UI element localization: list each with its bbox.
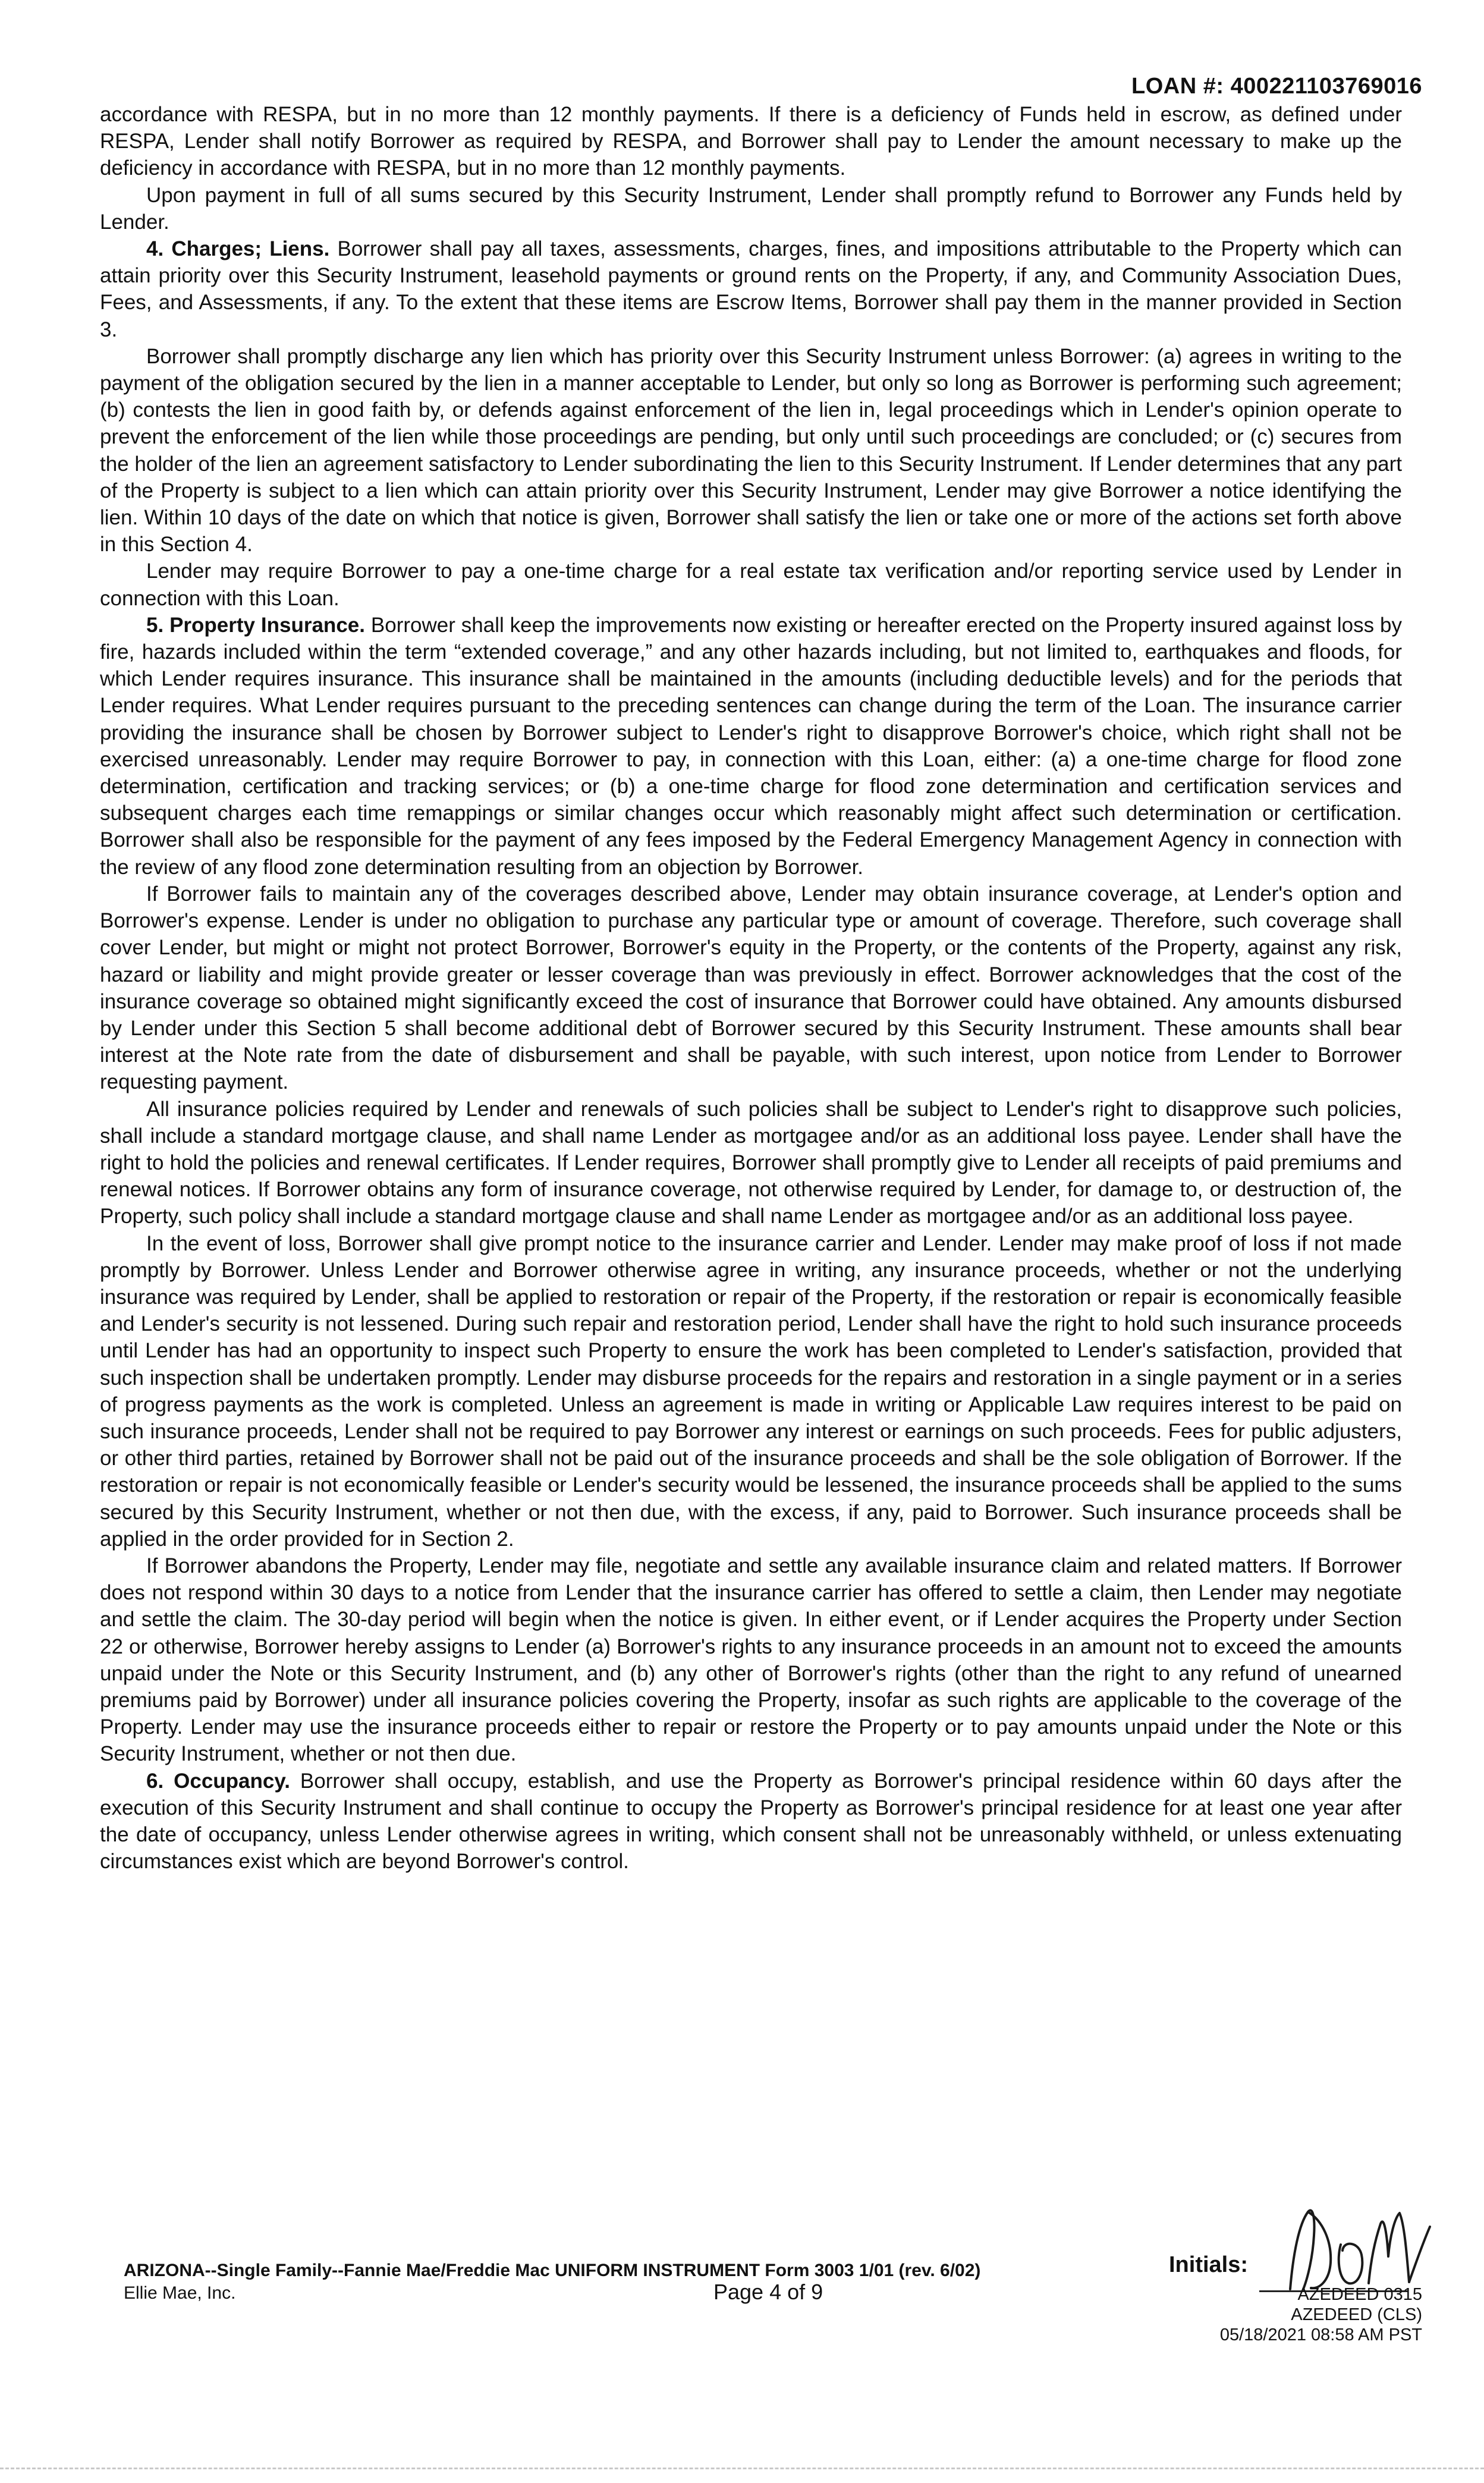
- paragraph-text: If Borrower abandons the Property, Lender may file, negotiate and settle any available insurance claim and related matters. If Borrower does not respond within 30 days to a notice from Lender that the insurance carrier has offered to settle a claim, then Lender may negotiate and settle the claim. The 30-day period will begin when the notice is given. In either event, or if Lender acquires the Property under Section 22 or otherwise, Borrower hereby assigns to Lender (a) Borrower's rights to any insurance proceeds in an amount not to exceed the amounts unpaid under the Note or this Security Instrument, and (b) any other of Borrower's rights (other than the right to any refund of unearned premiums paid by Borrower) under all insurance policies covering the Property, insofar as such rights are applicable to the coverage of the Property. Lender may use the insurance proceeds either to repair or restore the Property or to pay amounts unpaid under the Note or this Security Instrument, whether or not then due.: [100, 1554, 1402, 1766]
- paragraph-tax-verification: [100, 558, 1402, 611]
- paragraph-text: Borrower shall promptly discharge any lien which has priority over this Security Instrument unless Borrower: (a) agrees in writing to the payment of the obligation secured by the lien in a manner acceptable to Lender, but only so long as Borrower is performing such agreement; (b) contests the lien in good faith by, or defends against enforcement of the lien in, legal proceedings which in Lender's opinion operate to prevent the enforcement of the lien while those proceedings are pending, but only until such proceedings are concluded; or (c) secures from the holder of the lien an agreement satisfactory to Lender subordinating the lien to this Security Instrument. If Lender determines that any part of the Property is subject to a lien which can attain priority over this Security Instrument, Lender may give Borrower a notice identifying the lien. Within 10 days of the date on which that notice is given, Borrower shall satisfy the lien or take one or more of the actions set forth above in this Section 4.: [100, 344, 1402, 557]
- paragraph-abandons-property: [100, 1552, 1402, 1768]
- doc-code: AZEDEED 0315: [1297, 2285, 1422, 2304]
- document-body: [100, 101, 1402, 1875]
- paragraph-escrow-deficiency: [100, 101, 1402, 182]
- paragraph-text: In the event of loss, Borrower shall give prompt notice to the insurance carrier and Lender. Lender may make proof of loss if not made promptly by Borrower. Unless Lender and Borrower otherwise agree in writing, any insurance proceeds, whether or not the underlying insurance was required by Lender, shall be applied to restoration or repair of the Property, if the restoration or repair is economically feasible and Lender's security is not lessened. During such repair and restoration period, Lender shall have the right to hold such insurance proceeds until Lender has had an opportunity to inspect such Property to ensure the work has been completed to Lender's satisfaction, provided that such inspection shall be undertaken promptly. Lender may disburse proceeds for the repairs and restoration in a single payment or in a series of progress payments as the work is completed. Unless an agreement is made in writing or Applicable Law requires interest to be paid on such insurance proceeds, Lender shall not be required to pay Borrower any interest or earnings on such proceeds. Fees for public adjusters, or other third parties, retained by Borrower shall not be paid out of the insurance proceeds and shall be the sole obligation of Borrower. If the restoration or repair is not economically feasible or Lender's security would be lessened, the insurance proceeds shall be applied to the sums secured by this Security Instrument, whether or not then due, with the excess, if any, paid to Borrower. Such insurance proceeds shall be applied in the order provided for in Section 2.: [100, 1231, 1402, 1551]
- paragraph-text: Borrower shall pay all taxes, assessments, charges, fines, and impositions attributable to the Property which can attain priority over this Security Instrument, leasehold payments or ground rents on the Property, if any, and Community Association Dues, Fees, and Assessments, if any. To the extent that these items are Escrow Items, Borrower shall pay them in the manner provided in Section 3.: [100, 237, 1402, 341]
- paragraph-failure-to-maintain: [100, 881, 1402, 1096]
- scan-edge-divider: [0, 2468, 1484, 2469]
- paragraph-text: Borrower shall keep the improvements now existing or hereafter erected on the Property insured against loss by fire, hazards included within the term “extended coverage,” and any other hazards including, but not limited to, earthquakes and floods, for which Lender requires insurance. This insurance shall be maintained in the amounts (including deductible levels) and for the periods that Lender requires. What Lender requires pursuant to the preceding sentences can change during the term of the Loan. The insurance carrier providing the insurance shall be chosen by Borrower subject to Lender's right to disapprove Borrower's choice, which right shall not be exercised unreasonably. Lender may require Borrower to pay, in connection with this Loan, either: (a) a one-time charge for flood zone determination, certification and tracking services; or (b) a one-time charge for flood zone determination and certification services and subsequent charges each time remappings or similar changes occur which reasonably might affect such determination or certification. Borrower shall also be responsible for the payment of any fees imposed by the Federal Emergency Management Agency in connection with the review of any flood zone determination resulting from an objection by Borrower.: [100, 613, 1403, 879]
- publisher: Ellie Mae, Inc.: [124, 2283, 236, 2303]
- loan-number-header: LOAN #: 400221103769016: [1131, 74, 1422, 99]
- paragraph-refund-funds: [100, 182, 1402, 235]
- paragraph-event-of-loss: [100, 1230, 1402, 1552]
- form-title: ARIZONA--Single Family--Fannie Mae/Freddie Mac UNIFORM INSTRUMENT Form 3003 1/01 (rev. 6/02): [124, 2261, 981, 2280]
- paragraph-text: Borrower shall occupy, establish, and use the Property as Borrower's principal residence within 60 days after the execution of this Security Instrument and shall continue to occupy the Property as Borrower's principal residence for at least one year after the date of occupancy, unless Lender otherwise agrees in writing, which consent shall not be unreasonably withheld, or unless extenuating circumstances exist which are beyond Borrower's control.: [100, 1769, 1402, 1874]
- footer-form-info: [124, 2259, 980, 2305]
- initials-label: Initials:: [1169, 2252, 1249, 2277]
- section-heading: 5. Property Insurance.: [146, 613, 365, 637]
- doc-code-cls: AZEDEED (CLS): [1291, 2305, 1422, 2324]
- section-heading: 6. Occupancy.: [146, 1769, 290, 1793]
- section-heading: 4. Charges; Liens.: [146, 237, 330, 261]
- paragraph-discharge-lien: [100, 343, 1402, 558]
- paragraph-text: If Borrower fails to maintain any of the coverages described above, Lender may obtain insurance coverage, at Lender's option and Borrower's expense. Lender is under no obligation to purchase any particular type or amount of coverage. Therefore, such coverage shall cover Lender, but might or might not protect Borrower, Borrower's equity in the Property, or the contents of the Property, against any risk, hazard or liability and might provide greater or lesser coverage than was previously in effect. Borrower acknowledges that the cost of the insurance coverage so obtained might significantly exceed the cost of insurance that Borrower could have obtained. Any amounts disbursed by Lender under this Section 5 shall become additional debt of Borrower secured by this Security Instrument. These amounts shall bear interest at the Note rate from the date of disbursement and shall be payable, with such interest, upon notice from Lender to Borrower requesting payment.: [100, 882, 1402, 1094]
- document-stamp: [1220, 2284, 1422, 2345]
- paragraph-text: Upon payment in full of all sums secured by this Security Instrument, Lender shall promptly refund to Borrower any Funds held by Lender.: [100, 183, 1402, 234]
- paragraph-section-5-property-insurance: [100, 612, 1402, 881]
- paragraph-section-4-charges-liens: [100, 235, 1402, 343]
- paragraph-section-6-occupancy: [100, 1768, 1402, 1875]
- timestamp: 05/18/2021 08:58 AM PST: [1219, 2325, 1422, 2344]
- page-number: Page 4 of 9: [713, 2280, 823, 2304]
- paragraph-text: All insurance policies required by Lender and renewals of such policies shall be subject to Lender's right to disapprove such policies, shall include a standard mortgage clause, and shall name Lender as mortgagee and/or as an additional loss payee. Lender shall have the right to hold the policies and renewal certificates. If Lender requires, Borrower shall promptly give to Lender all receipts of paid premiums and renewal notices. If Borrower obtains any form of insurance coverage, not otherwise required by Lender, for damage to, or destruction of, the Property, such policy shall include a standard mortgage clause and shall name Lender as mortgagee and/or as an additional loss payee.: [100, 1097, 1402, 1228]
- paragraph-insurance-policies: [100, 1096, 1402, 1230]
- paragraph-text: accordance with RESPA, but in no more than 12 monthly payments. If there is a deficiency of Funds held in escrow, as defined under RESPA, Lender shall notify Borrower as required by RESPA, and Borrower shall pay to Lender the amount necessary to make up the deficiency in accordance with RESPA, but in no more than 12 monthly payments.: [100, 103, 1402, 180]
- paragraph-text: Lender may require Borrower to pay a one-time charge for a real estate tax verification and/or reporting service used by Lender in connection with this Loan.: [100, 560, 1402, 610]
